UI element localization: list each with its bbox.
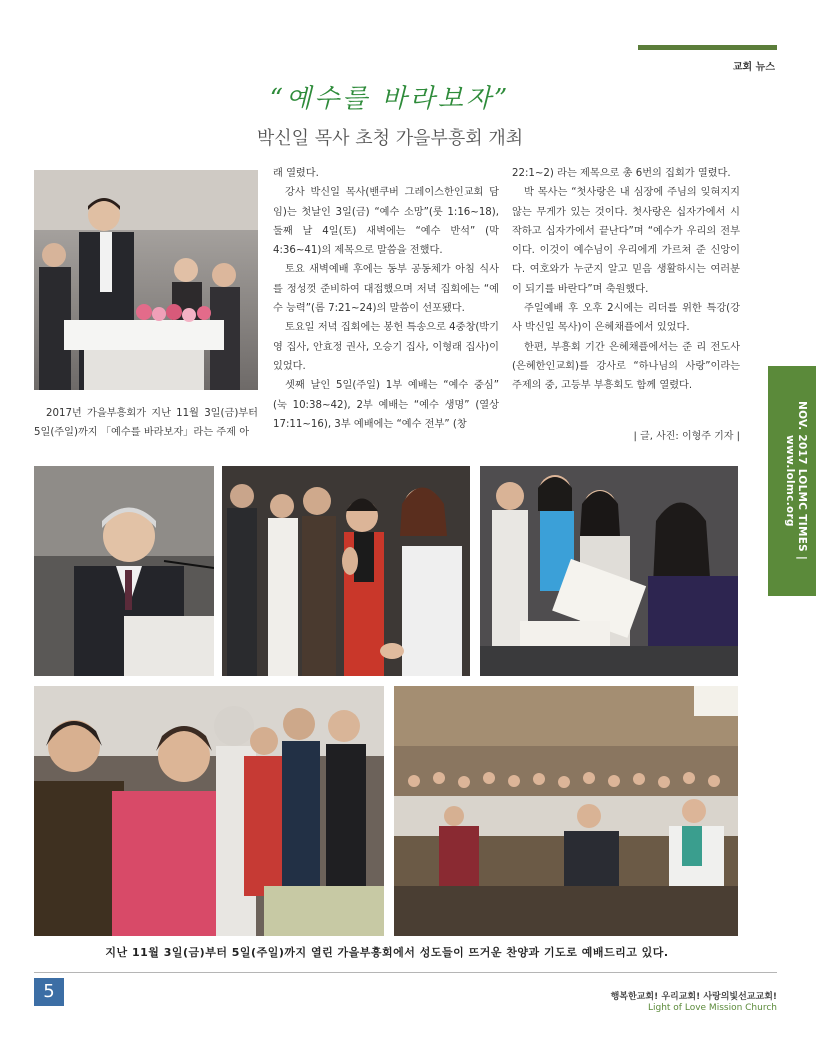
header-accent-bar: [638, 45, 777, 50]
worship-singers-photo: [34, 170, 258, 390]
paragraph: 강사 박신일 목사(밴쿠버 그레이스한인교회 담임)는 첫날인 3일(금) “예수 소망”(룻 1:16~18), 둘째 날 4일(토) 새벽에는 “예수 반석” (막 4:36~41)의 제목으로 말씀을 전했다.: [273, 187, 499, 257]
section-label: 교회 뉴스: [732, 62, 775, 73]
page-number: 5: [34, 978, 64, 1006]
pastor-preaching-photo: [34, 466, 214, 676]
article-column-3: [512, 164, 740, 396]
paragraph: 박 목사는 “첫사랑은 내 심장에 주님의 잊혀지지 않는 무게가 있는 것이다. 첫사랑은 십자가에서 시작하고 십자가에서 끝난다”며 “예수가 우리의 전부이다. 이것이 예수님이 우리에게 가르쳐 준 신앙이다. 여호와가 누군지 알고 믿음 생활하시는 여러분이 되기를 바란다”며 축원했다.: [512, 187, 740, 295]
church-name: Light of Love Mission Church: [647, 1003, 777, 1013]
church-slogan: 행복한교회! 우리교회! 사랑의빛선교교회!: [610, 992, 777, 1002]
paragraph: 셋째 날인 5일(주일) 1부 예배는 “예수 중심” (눅 10:38~42), 2부 예배는 “예수 생명” (열상 17:11~16), 3부 예배에는 “예수 전부” (창: [273, 380, 499, 430]
youth-reading-bible-photo: [480, 466, 738, 676]
sanctuary-congregation-photo: [394, 686, 738, 936]
issue-side-tab-text: NOV. 2017 LOLMC TIMES | www.lolmc.org: [784, 401, 808, 561]
paragraph: 한편, 부흥회 기간 은혜채플에서는 준 리 전도사(은혜한인교회)를 강사로 “하나님의 사랑”이라는 주제의 중, 고등부 부흥회도 함께 열렸다.: [512, 341, 740, 392]
paragraph: 래 열렸다.: [273, 168, 319, 179]
article-column-2: [273, 164, 499, 434]
article-title: “예수를 바라보자”: [269, 84, 511, 114]
paragraph: 토요 새벽예배 후에는 동부 공동체가 아침 식사를 정성껏 준비하여 대접했으며 저녁 집회에는 “예수 능력”(롬 7:21~24)의 말씀이 선포됐다.: [273, 264, 499, 315]
paragraph: 22:1~2) 라는 제목으로 총 6번의 집회가 열렸다.: [512, 168, 731, 179]
members-praying-photo: [34, 686, 384, 936]
paragraph: 토요일 저녁 집회에는 봉헌 특송으로 4중창(박기영 집사, 안효정 권사, 오승기 집사, 이형래 집사)이 있었다.: [273, 322, 499, 372]
article-subtitle: 박신일 목사 초청 가을부흥회 개최: [256, 128, 524, 149]
article-column-1: [34, 404, 258, 443]
congregation-praying-photo: [222, 466, 470, 676]
photo-caption: 지난 11월 3일(금)부터 5일(주일)까지 열린 가을부흥회에서 성도들이 뜨거운 찬양과 기도로 예배드리고 있다.: [105, 946, 669, 959]
paragraph: 2017년 가을부흥회가 지난 11월 3일(금)부터 5일(주일)까지 「예수를 바라보자」라는 주제 아: [34, 408, 258, 439]
paragraph: 주일예배 후 오후 2시에는 리더를 위한 특강(강사 박신일 목사)이 은혜채플에서 있었다.: [512, 303, 740, 334]
footer-divider: [34, 972, 777, 973]
byline: | 글, 사진: 이형주 기자 |: [633, 431, 740, 442]
